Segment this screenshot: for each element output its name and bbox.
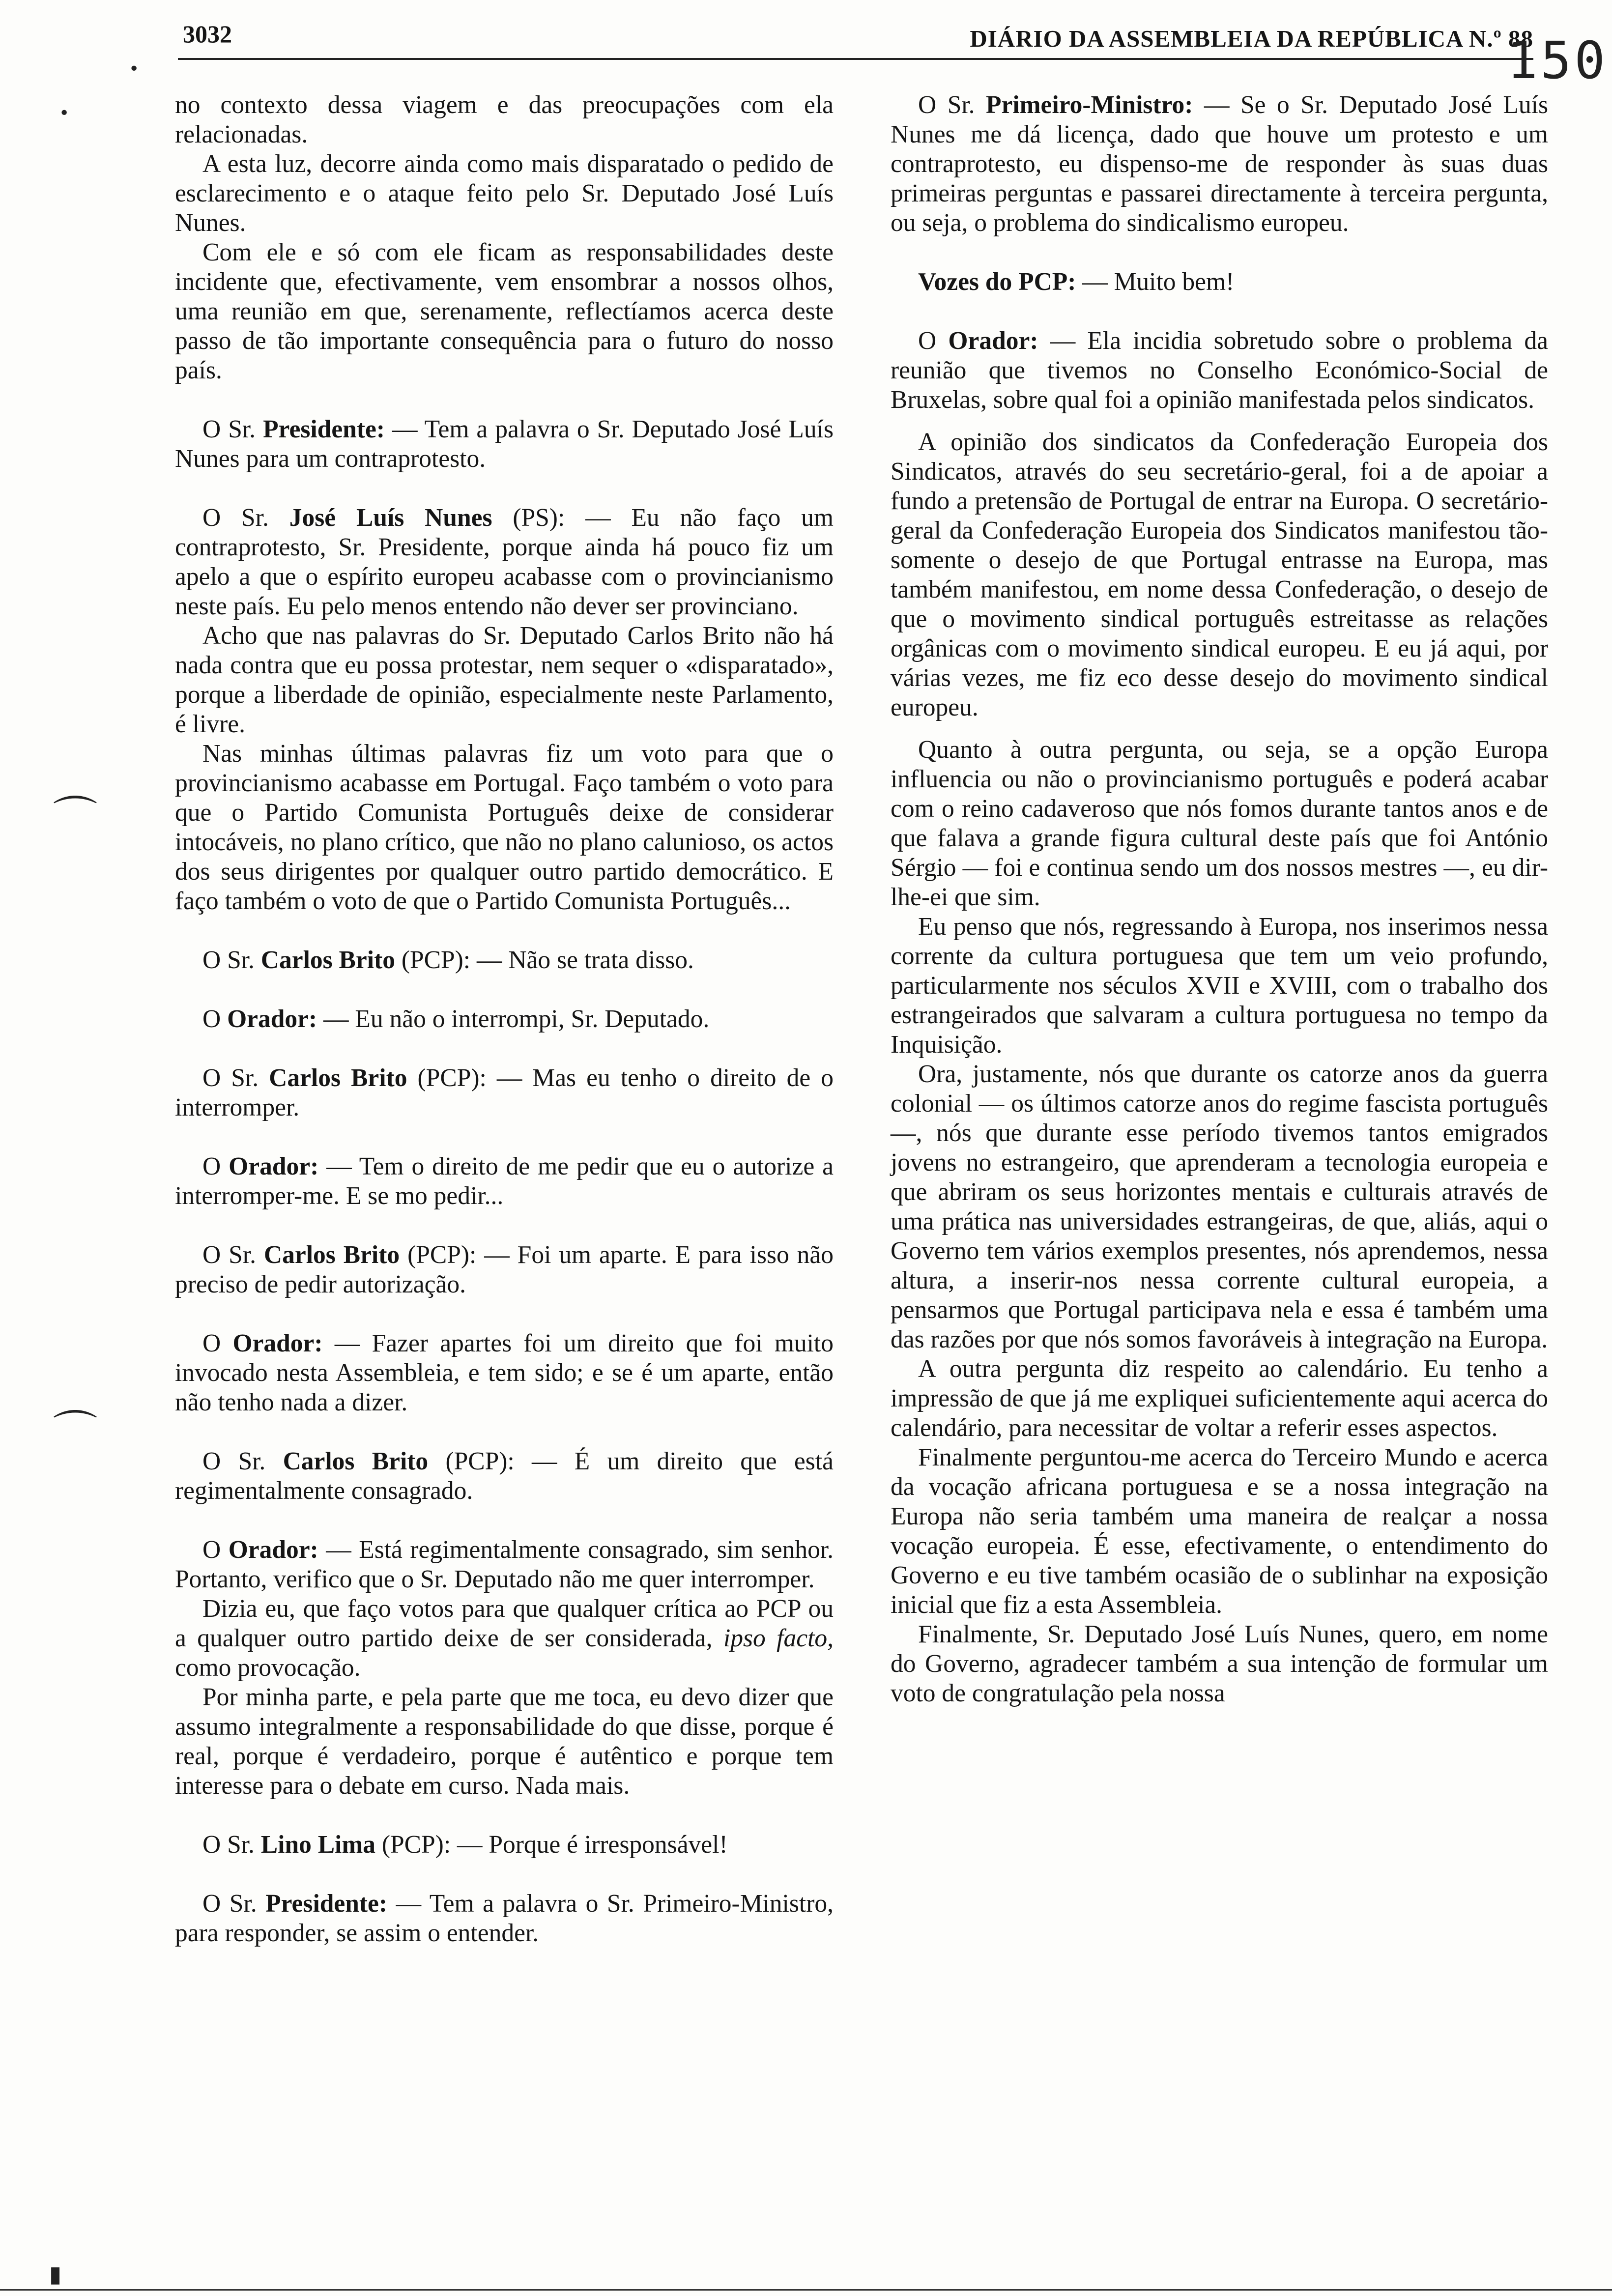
speaker-prefix: O: [918, 327, 949, 355]
speech-text: (PS): — Eu não faço um contraprotesto, Sr. Presidente, porque ainda há pouco fiz um apelo a que o espírito europeu acabasse com o provincianismo neste país. Eu pelo menos entendo não dever ser provinciano.: [175, 504, 834, 620]
paragraph: A opinião dos sindicatos da Confederação Europeia dos Sindicatos, através do seu secretário-geral, foi a de apoiar a fundo a pretensão de Portugal de entrar na Europa. O secretário-geral da Confederação Europeia dos Sindicatos manifestou tão-somente o desejo de que Portugal entrasse na Europa, mas também manifestou, em nome dessa Confederação, o desejo de que o movimento sindical português estreitasse as relações orgânicas com o movimento sindical europeu. E eu já aqui, por várias vezes, me fiz eco desse desejo do movimento sindical europeu.: [891, 428, 1548, 721]
speech-text: (PCP): — Foi um aparte. E para isso não preciso de pedir autorização.: [175, 1241, 834, 1298]
speech-text: (PCP): — Não se trata disso.: [395, 946, 694, 974]
speaker-name: Orador:: [948, 327, 1038, 355]
speaker-name: Presidente:: [263, 415, 385, 443]
speech-orador: [891, 326, 1548, 415]
speech-carlos-brito: [175, 1447, 834, 1506]
speech-orador: [175, 1004, 834, 1034]
paragraph: Finalmente perguntou-me acerca do Terceiro Mundo e acerca da vocação africana portuguesa e se a nossa integração na Europa não seria também uma maneira de realçar a nossa vocação europeia. É esse, efectivamente, o entendimento do Governo e eu tive também ocasião de o sublinhar na exposição inicial que fiz a esta Assembleia.: [891, 1443, 1548, 1619]
paragraph: no contexto dessa viagem e das preocupações com ela relacionadas.: [175, 91, 834, 148]
italic-phrase: ipso facto,: [723, 1624, 834, 1652]
speaker-name: José Luís Nunes: [289, 504, 492, 532]
speech-text: — Está regimentalmente consagrado, sim senhor. Portanto, verifico que o Sr. Deputado não me quer interromper.: [175, 1536, 834, 1593]
left-column: [175, 90, 834, 1948]
speaker-prefix: O: [202, 1152, 229, 1180]
speaker-name: Orador:: [232, 1329, 323, 1357]
speaker-prefix: O Sr.: [202, 504, 289, 532]
paragraph: Quanto à outra pergunta, ou seja, se a opção Europa influencia ou não o provincianismo português e poderá acabar com o reino cadaveroso que nós fomos durante tantos anos e de que falava a grande figura cultural deste país que foi António Sérgio — foi e continua sendo um dos nossos mestres —, eu dir-lhe-ei que sim.: [891, 736, 1548, 911]
binding-arc-icon: ⌒: [53, 792, 97, 844]
speaker-prefix: O Sr.: [202, 1064, 269, 1092]
speech-text: (PCP): — É um direito que está regimentalmente consagrado.: [175, 1447, 834, 1505]
speaker-prefix: O Sr.: [202, 415, 263, 443]
speech-jose-luis-nunes: [175, 503, 834, 621]
speaker-prefix: O Sr.: [202, 1890, 266, 1918]
paragraph: Nas minhas últimas palavras fiz um voto para que o provincianismo acabasse em Portugal. Faço também o voto para que o Partido Comunista Português deixe de considerar intocáveis, no plano crítico, que não no plano calunioso, os actos dos seus dirigentes por qualquer outro partido democrático. E faço também o voto de que o Partido Comunista Português...: [175, 740, 834, 915]
speaker-prefix: O Sr.: [202, 1241, 264, 1269]
speech-vozes-do-pcp: [891, 267, 1548, 297]
speech-text: — Tem a palavra o Sr. Primeiro-Ministro, para responder, se assim o entender.: [175, 1890, 834, 1947]
speech-text: — Eu não o interrompi, Sr. Deputado.: [317, 1005, 710, 1033]
speech-text: — Muito bem!: [1076, 268, 1235, 296]
speaker-prefix: O Sr.: [202, 1447, 283, 1475]
speech-carlos-brito: [175, 1240, 834, 1299]
speaker-name: Lino Lima: [260, 1831, 376, 1859]
speech-primeiro-ministro: [891, 90, 1548, 238]
paragraph: Finalmente, Sr. Deputado José Luís Nunes, quero, em nome do Governo, agradecer também a sua intenção de formular um voto de congratulação pela nossa: [891, 1620, 1548, 1707]
punch-hole-mark-icon: •: [59, 103, 70, 123]
binding-arc-icon: ⌒: [53, 1406, 97, 1458]
paragraph-text: como provocação.: [175, 1654, 361, 1682]
speech-orador: [175, 1535, 834, 1594]
speaker-prefix: O Sr.: [202, 1831, 261, 1859]
archive-stamp-number: 150: [1507, 30, 1608, 90]
paragraph: A esta luz, decorre ainda como mais disparatado o pedido de esclarecimento e o ataque feito pelo Sr. Deputado José Luís Nunes.: [175, 150, 834, 237]
header-rule: [178, 58, 1533, 60]
speaker-name: Orador:: [229, 1152, 319, 1180]
speaker-prefix: O Sr.: [918, 91, 986, 119]
speech-text: — Tem o direito de me pedir que eu o autorize a interromper-me. E se mo pedir...: [175, 1152, 834, 1210]
paragraph: [175, 1594, 834, 1683]
speaker-name: Presidente:: [265, 1890, 388, 1918]
speaker-name: Carlos Brito: [283, 1447, 429, 1475]
speaker-name: Carlos Brito: [263, 1241, 400, 1269]
running-title: DIÁRIO DA ASSEMBLEIA DA REPÚBLICA N.º 88: [970, 25, 1533, 52]
paragraph: Com ele e só com ele ficam as responsabilidades deste incidente que, efectivamente, vem ensombrar a nossos olhos, uma reunião em que, serenamente, reflectíamos acerca deste passo de tão importante consequência para o futuro do nosso país.: [175, 238, 834, 384]
speech-carlos-brito: [175, 946, 834, 975]
speaker-name: Orador:: [228, 1536, 318, 1564]
speech-text: — Fazer apartes foi um direito que foi muito invocado nesta Assembleia, e tem sido; e se é um aparte, então não tenho nada a dizer.: [175, 1329, 834, 1416]
speech-text: (PCP): — Mas eu tenho o direito de o interromper.: [175, 1064, 834, 1121]
paragraph: Ora, justamente, nós que durante os catorze anos da guerra colonial — os últimos catorze anos do regime fascista português —, nós que durante esse período tivemos tantos emigrados jovens no estrangeiro, que aprenderam a tecnologia europeia e que abriram os seus horizontes mentais e culturais através de uma prática nas universidades estrangeiras, de que, aliás, aqui o Governo tem vários exemplos presentes, nós aprendemos, nessa altura, a inserir-nos nessa corrente cultural europeia, a pensarmos que Portugal participava nela e essa é também uma das razões por que nós somos favoráveis à integração na Europa.: [891, 1060, 1548, 1353]
paragraph: Por minha parte, e pela parte que me toca, eu devo dizer que assumo integralmente a responsabilidade do que disse, porque é real, porque é verdadeiro, porque é autêntico e porque tem interesse para o debate em curso. Nada mais.: [175, 1683, 834, 1800]
speech-text: — Ela incidia sobretudo sobre o problema da reunião que tivemos no Conselho Económico-Social de Bruxelas, sobre qual foi a opinião manifestada pelos sindicatos.: [891, 327, 1549, 414]
speech-text: — Tem a palavra o Sr. Deputado José Luís Nunes para um contraprotesto.: [175, 415, 834, 473]
speech-presidente: [175, 1889, 834, 1948]
right-column: [891, 90, 1548, 1708]
speech-carlos-brito: [175, 1063, 834, 1122]
speech-presidente: [175, 415, 834, 474]
speech-orador: [175, 1329, 834, 1417]
speaker-name: Primeiro-Ministro:: [986, 91, 1193, 119]
bottom-scan-edge: [0, 2289, 1612, 2291]
paragraph: A outra pergunta diz respeito ao calendário. Eu tenho a impressão de que já me expliquei suficientemente aqui acerca do calendário, para necessitar de voltar a referir esses aspectos.: [891, 1355, 1548, 1442]
speaker-name: Carlos Brito: [269, 1064, 407, 1092]
speaker-name: Orador:: [227, 1005, 317, 1033]
speaker-name: Vozes do PCP:: [918, 268, 1076, 296]
speaker-prefix: O: [202, 1536, 229, 1564]
paragraph-text: Dizia eu, que faço votos para que qualquer crítica ao PCP ou a qualquer outro partido deixe de ser considerada,: [175, 1595, 834, 1652]
speech-text: — Se o Sr. Deputado José Luís Nunes me dá licença, dado que houve um protesto e um contraprotesto, eu dispenso-me de responder às suas duas primeiras perguntas e passarei directamente à terceira pergunta, ou seja, o problema do sindicalismo europeu.: [891, 91, 1548, 237]
speaker-prefix: O Sr.: [202, 946, 261, 974]
punch-hole-mark-icon: •: [129, 59, 140, 79]
speech-text: (PCP): — Porque é irresponsável!: [375, 1831, 728, 1859]
speaker-prefix: O: [202, 1329, 233, 1357]
speaker-prefix: O: [202, 1005, 228, 1033]
scan-mark-icon: ▮: [49, 2261, 62, 2287]
speech-lino-lima: [175, 1830, 834, 1860]
page-number: 3032: [183, 20, 232, 48]
speech-orador: [175, 1152, 834, 1211]
paragraph: Acho que nas palavras do Sr. Deputado Carlos Brito não há nada contra que eu possa protestar, nem sequer o «disparatado», porque a liberdade de opinião, especialmente neste Parlamento, é livre.: [175, 622, 834, 738]
speaker-name: Carlos Brito: [260, 946, 395, 974]
paragraph: Eu penso que nós, regressando à Europa, nos inserimos nessa corrente da cultura portuguesa que tem um veio profundo, particularmente nos séculos XVII e XVIII, com o trabalho dos estrangeirados que salvaram a cultura portuguesa no tempo da Inquisição.: [891, 913, 1548, 1059]
